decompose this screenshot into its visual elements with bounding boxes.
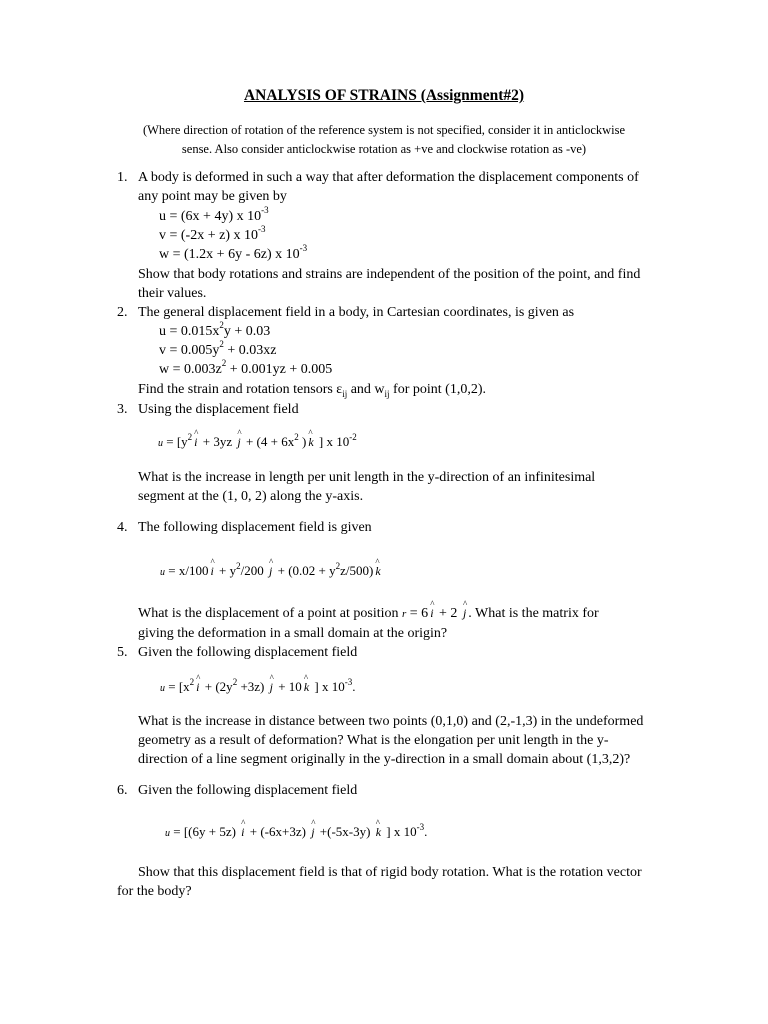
i-hat-symbol: ^ i xyxy=(194,435,197,450)
question-text: giving the deformation in a small domain at the origin? xyxy=(138,626,448,641)
question-text: geometry as a result of deformation? What is the elongation per unit length in the y- xyxy=(138,733,609,748)
question-text: Using the displacement field xyxy=(138,402,299,417)
equation-u: $u = 0.015x^2y + 0.03$ xyxy=(159,320,271,339)
question-text: What is the increase in length per unit length in the y-direction of an infinitesimal xyxy=(138,470,596,485)
u-vector-symbol: u xyxy=(160,567,165,578)
question-text: What is the displacement of a point at position r = 6^ i + 2 ^ j . What is the matrix for xyxy=(138,606,599,622)
question-text: direction of a line segment originally in the y-direction in a small domain about (1,3,2)? xyxy=(138,752,631,767)
question-text: The following displacement field is given xyxy=(138,520,372,535)
j-hat-symbol: ^ j xyxy=(269,564,272,579)
j-hat-symbol: ^ j xyxy=(270,680,273,695)
equation-w: $w = 0.003z^2 + 0.001yz + 0.005$ xyxy=(159,358,333,377)
u-vector-symbol: u xyxy=(160,683,165,694)
k-hat-symbol: ^ k xyxy=(376,825,381,840)
question-text: Given the following displacement field xyxy=(138,783,358,798)
question-text: their values. xyxy=(138,286,207,301)
question-number: 2. xyxy=(117,305,128,320)
k-hat-symbol: ^ k xyxy=(375,564,380,579)
page-title: ANALYSIS OF STRAINS (Assignment#2) xyxy=(243,87,525,104)
equation-u: u = (6x + 4y) x $10^{-3}$ xyxy=(159,205,269,224)
j-hat-symbol: ^ j xyxy=(311,825,314,840)
question-text: segment at the (1, 0, 2) along the y-axis. xyxy=(138,489,364,504)
question-number: 1. xyxy=(117,170,128,185)
question-text: for the body? xyxy=(117,884,192,899)
question-text: What is the increase in distance between two points (0,1,0) and (2,-1,3) in the undeformed xyxy=(138,714,644,729)
question-text: any point may be given by xyxy=(138,189,287,204)
question-text: Find the strain and rotation tensors $\varepsilon_{ij}$ and $w_{ij}$ for point (1,0,2). xyxy=(138,382,486,399)
question-text: Show that this displacement field is that of rigid body rotation. What is the rotation vector xyxy=(138,865,642,880)
displacement-equation: $u = [x^2\^{}$ $i + (2y^2 +3z)$ ^ j + 10^ k ] x $10^{-3}$. xyxy=(160,679,355,695)
question-number: 6. xyxy=(117,783,128,798)
question-number: 4. xyxy=(117,520,128,535)
equation-v: $v = 0.005y^2 + 0.03xz$ xyxy=(159,339,277,358)
question-number: 5. xyxy=(117,645,128,660)
note-line-1: (Where direction of rotation of the reference system is not specified, consider it in anticlockwise xyxy=(142,123,626,137)
equation-w: w = (1.2x + 6y - 6z) x $10^{-3}$ xyxy=(159,243,308,262)
i-hat-symbol: ^ i xyxy=(430,606,433,621)
u-vector-symbol: u xyxy=(158,438,163,449)
question-text: Given the following displacement field xyxy=(138,645,358,660)
k-hat-symbol: ^ k xyxy=(304,680,309,695)
i-hat-symbol: ^ i xyxy=(210,564,213,579)
k-hat-symbol: ^ k xyxy=(308,435,313,450)
question-text: The general displacement field in a body, in Cartesian coordinates, is given as xyxy=(138,305,575,320)
i-hat-symbol: ^ i xyxy=(241,825,244,840)
displacement-equation: $u = [y^2\^{}$ i + 3yz ^ $j + (4 + 6x^2$ )^ k ] x $10^{-2}$ xyxy=(158,434,357,450)
displacement-equation: u = x/100^ $i + y^2/200$ ^ $j + (0.02 + y^2z/500)\^{}$ k xyxy=(160,563,383,579)
j-hat-symbol: ^ j xyxy=(463,606,466,621)
u-vector-symbol: u xyxy=(165,828,170,839)
i-hat-symbol: ^ i xyxy=(196,680,199,695)
note-line-2: sense. Also consider anticlockwise rotation as +ve and clockwise rotation as -ve) xyxy=(181,142,587,156)
question-text: Show that body rotations and strains are independent of the position of the point, and find xyxy=(138,267,641,282)
displacement-equation: u = [(6y + 5z) ^ i + (-6x+3z) ^ j +(-5x-3y) ^ k ] x $10^{-3}$. xyxy=(165,824,427,840)
equation-v: v = (-2x + z) x $10^{-3}$ xyxy=(159,224,266,243)
j-hat-symbol: ^ j xyxy=(237,435,240,450)
question-number: 3. xyxy=(117,402,128,417)
question-text: A body is deformed in such a way that after deformation the displacement components of xyxy=(138,170,639,185)
r-vector-symbol: r xyxy=(402,608,407,620)
